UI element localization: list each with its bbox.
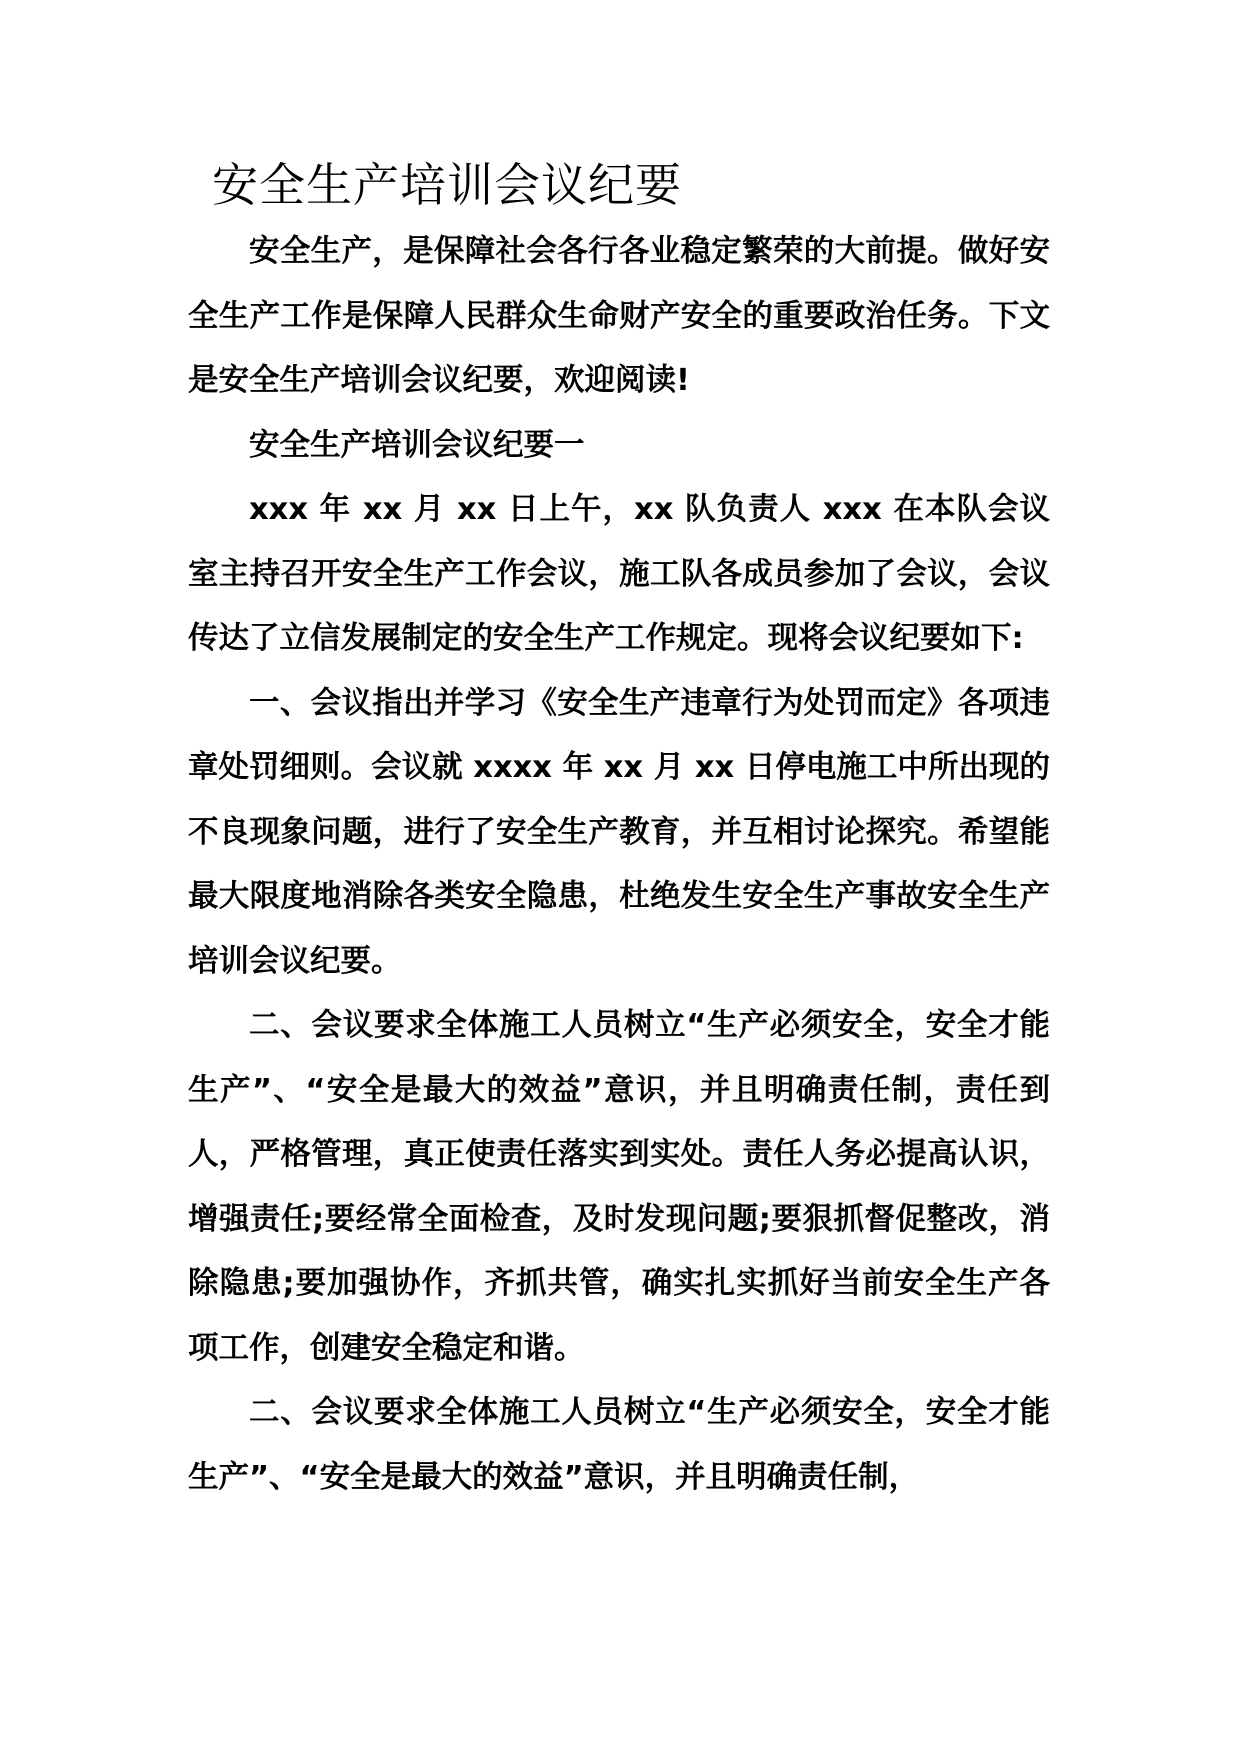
item-one-paragraph: 一、会议指出并学习《安全生产违章行为处罚而定》各项违章处罚细则。会议就 xxxx 年 xx 月 xx 日停电施工中所出现的不良现象问题，进行了安全生产教育，并互相讨论探究。希望能最大限度地消除各类安全隐患，杜绝发生安全生产事故安全生产培训会议纪要。 [188,685,1050,979]
section-heading: 安全生产培训会议纪要一 [249,427,585,463]
item-two-paragraph: 二、会议要求全体施工人员树立“生产必须安全，安全才能生产”、“安全是最大的效益”意识，并且明确责任制，责任到人，严格管理，真正使责任落实到实处。责任人务必提高认识，增强责任;要经常全面检查，及时发现问题;要狠抓督促整改，消除隐患;要加强协作，齐抓共管，确实扎实抓好当前安全生产各项工作，创建安全稳定和谐。 [188,1008,1050,1366]
document-body [188,220,1050,1510]
intro-paragraph: 安全生产，是保障社会各行各业稳定繁荣的大前提。做好安全生产工作是保障人民群众生命财产安全的重要政治任务。下文是安全生产培训会议纪要，欢迎阅读! [188,234,1050,398]
meeting-paragraph: xxx 年 xx 月 xx 日上午，xx 队负责人 xxx 在本队会议室主持召开安全生产工作会议，施工队各成员参加了会议，会议传达了立信发展制定的安全生产工作规定。现将会议纪要如下: [188,492,1050,656]
item-two-repeat-paragraph: 二、会议要求全体施工人员树立“生产必须安全，安全才能生产”、“安全是最大的效益”意识，并且明确责任制， [188,1395,1050,1495]
document-title: 安全生产培训会议纪要 [212,158,682,212]
